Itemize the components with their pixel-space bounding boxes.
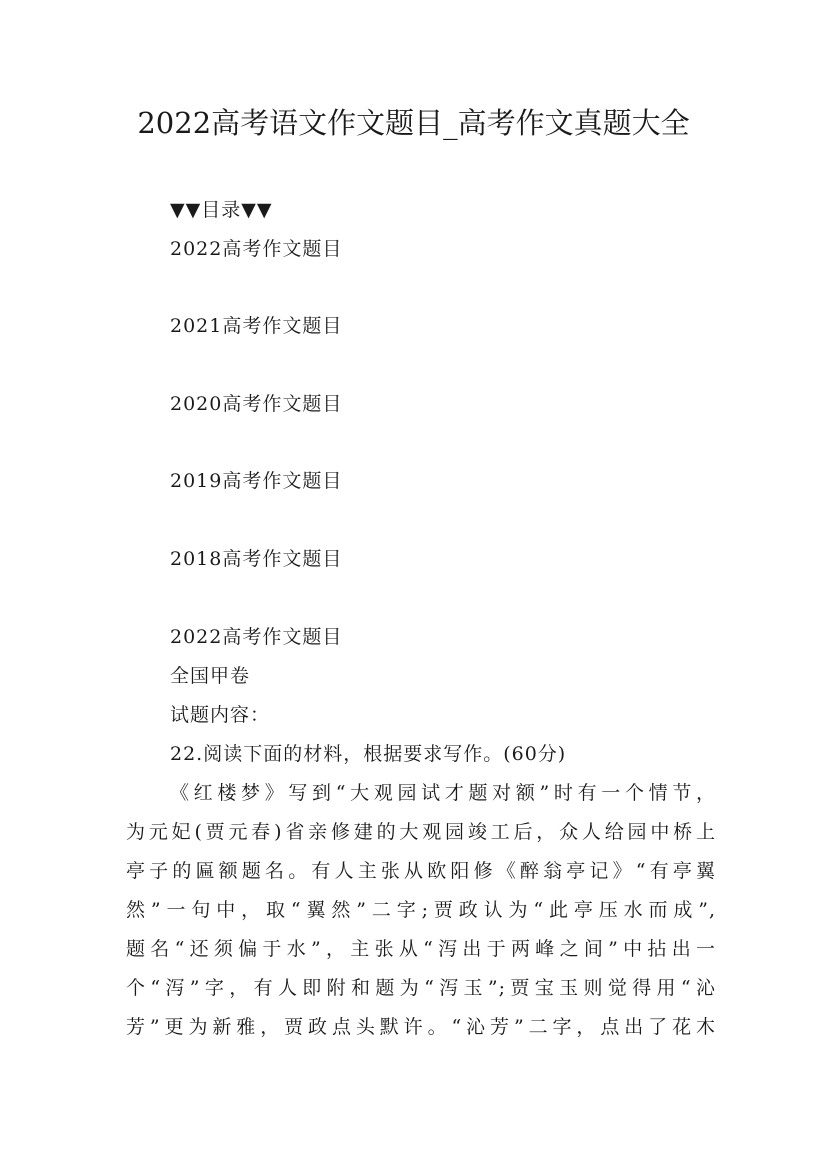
section-heading: 2022高考作文题目: [170, 626, 343, 648]
paragraph-line: 题名“还须偏于水”，主张从“泻出于两峰之间”中拈出一: [126, 938, 716, 960]
paragraph-line: 《红楼梦》写到“大观园试才题对额”时有一个情节，: [170, 782, 716, 804]
toc-heading: ▼▼目录▼▼: [170, 199, 273, 221]
paragraph-line: 为元妃(贾元春)省亲修建的大观园竣工后，众人给园中桥上: [126, 821, 716, 843]
paper-name: 全国甲卷: [170, 665, 251, 687]
toc-item-2020[interactable]: 2020高考作文题目: [170, 393, 343, 415]
toc-item-2021[interactable]: 2021高考作文题目: [170, 315, 343, 337]
paragraph-line: 然”一句中，取“翼然”二字;贾政认为“此亭压水而成”,: [126, 899, 716, 921]
paragraph-line: 亭子的匾额题名。有人主张从欧阳修《醉翁亭记》“有亭翼: [126, 860, 716, 882]
content-label: 试题内容：: [170, 704, 271, 726]
paragraph-line: 芳”更为新雅，贾政点头默许。“沁芳”二字，点出了花木: [126, 1016, 716, 1038]
toc-item-2019[interactable]: 2019高考作文题目: [170, 470, 343, 492]
question-prompt: 22.阅读下面的材料，根据要求写作。(60分): [170, 743, 567, 765]
paragraph-line: 个“泻”字，有人即附和题为“泻玉”;贾宝玉则觉得用“沁: [126, 977, 716, 999]
toc-item-2022[interactable]: 2022高考作文题目: [170, 238, 343, 260]
toc-item-2018[interactable]: 2018高考作文题目: [170, 548, 343, 570]
document-title: 2022高考语文作文题目_高考作文真题大全: [137, 106, 690, 140]
